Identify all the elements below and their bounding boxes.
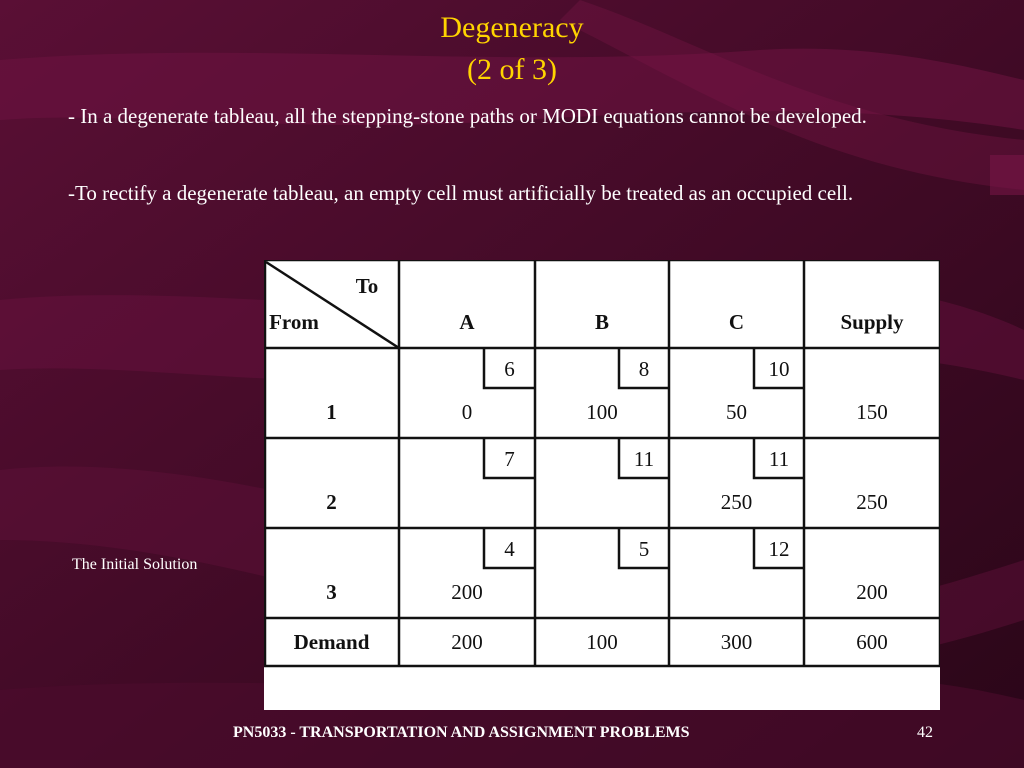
allocation-1b: 100	[586, 400, 618, 424]
paragraph-degenerate-tableau	[10, 101, 1005, 131]
column-header-b: B	[594, 310, 609, 334]
demand-a: 200	[451, 630, 483, 654]
paragraph-rectify-tableau	[10, 178, 1005, 208]
row-label-1: 1	[326, 400, 337, 424]
tableau-caption: The Initial Solution	[72, 556, 198, 573]
allocation-3a: 200	[451, 580, 483, 604]
supply-3: 200	[856, 580, 888, 604]
cost-3c: 12	[768, 537, 790, 561]
allocation-1a: 0	[461, 400, 473, 424]
allocation-2c: 250	[720, 490, 753, 514]
column-header-a: A	[459, 310, 475, 334]
demand-label: Demand	[293, 630, 370, 654]
cost-2c: 11	[768, 447, 790, 471]
slide-number: 42	[917, 724, 933, 741]
allocation-1c: 50	[726, 400, 747, 424]
slide-subtitle: (2 of 3)	[467, 53, 557, 86]
column-header-c: C	[728, 310, 745, 334]
cost-1b: 8	[638, 357, 650, 381]
supply-1: 150	[856, 400, 888, 424]
cost-3b: 5	[638, 537, 650, 561]
cost-3a: 4	[504, 537, 515, 561]
paragraph-text: -To rectify a degenerate tableau, an empty cell must artificially be treated as an occupied cell.	[68, 181, 854, 205]
demand-b: 100	[586, 630, 618, 654]
demand-total: 600	[856, 630, 888, 654]
transportation-tableau	[264, 260, 940, 710]
footer-course-title: PN5033 - TRANSPORTATION AND ASSIGNMENT PROBLEMS	[233, 724, 690, 741]
cost-1a: 6	[504, 357, 515, 381]
cost-2b: 11	[633, 447, 655, 471]
demand-c: 300	[720, 630, 753, 654]
corner-from-label: From	[269, 310, 319, 334]
paragraph-text: - In a degenerate tableau, all the stepping-stone paths or MODI equations cannot be developed.	[68, 104, 867, 128]
corner-to-label: To	[355, 274, 379, 298]
column-header-supply: Supply	[840, 310, 904, 334]
cost-2a: 7	[504, 447, 515, 471]
supply-2: 250	[856, 490, 888, 514]
slide-title: Degeneracy	[440, 11, 584, 44]
row-label-2: 2	[326, 490, 337, 514]
row-label-3: 3	[326, 580, 337, 604]
cost-1c: 10	[768, 357, 790, 381]
